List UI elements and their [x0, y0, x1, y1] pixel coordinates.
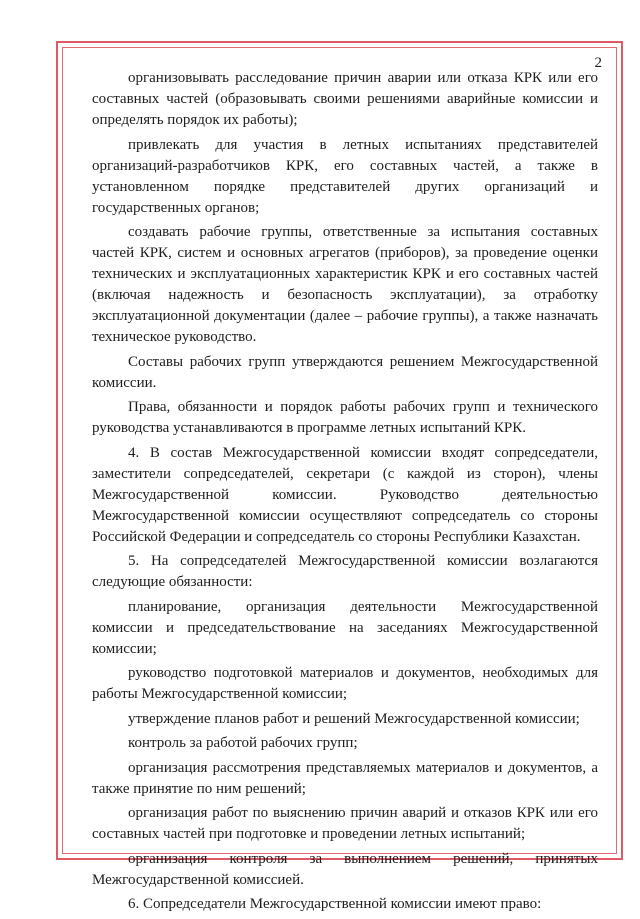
- paragraph: утверждение планов работ и решений Межгосударственной комиссии;: [128, 710, 580, 727]
- paragraph: Права, обязанности и порядок работы рабочих групп и технического руководства устанавливаются в программе летных испытаний КРК.: [92, 399, 598, 436]
- paragraph: контроль за работой рабочих групп;: [128, 735, 358, 751]
- paragraph: привлекать для участия в летных испытаниях представителей организаций-разработчиков КРК, его составных частей, а также в установленном порядке представителей других организаций и государственных органов;: [92, 136, 598, 216]
- paragraph: 5. На сопредседателей Межгосударственной комиссии возлагаются следующие обязанности:: [92, 553, 598, 590]
- paragraph: организация работ по выяснению причин аварий и отказов КРК или его составных частей при подготовке и проведении летных испытаний;: [92, 805, 598, 842]
- page-number: 2: [594, 55, 602, 71]
- paragraph: руководство подготовкой материалов и документов, необходимых для работы Межгосударственной комиссии;: [92, 665, 598, 702]
- paragraph: организация контроля за выполнением решений, принятых Межгосударственной комиссией.: [92, 850, 598, 888]
- paragraph: организация рассмотрения представляемых материалов и документов, а также принятие по ним решений;: [92, 759, 598, 797]
- paragraph: планирование, организация деятельности Межгосударственной комиссии и председательствование на заседаниях Межгосударственной комиссии;: [92, 598, 598, 657]
- paragraph: Составы рабочих групп утверждаются решением Межгосударственной комиссии.: [92, 353, 598, 391]
- paragraph: 4. В состав Межгосударственной комиссии входят сопредседатели, заместители сопредседателей, секретари (с каждой из сторон), члены Межгосударственной комиссии. Руководство деятельностью Межгосударственной комиссии осуществляют сопредседатель со стороны Российской Федерации и сопредседатель со стороны Республики Казахстан.: [92, 444, 598, 545]
- document-body: [92, 68, 598, 919]
- paragraph: организовывать расследование причин аварии или отказа КРК или его составных частей (образовывать своими решениями аварийные комиссии и определять порядок их работы);: [92, 70, 598, 128]
- paragraph: 6. Сопредседатели Межгосударственной комиссии имеют право:: [128, 896, 542, 912]
- paragraph: создавать рабочие группы, ответственные за испытания составных частей КРК, систем и основных агрегатов (приборов), за проведение оценки технических и эксплуатационных характеристик КРК и его составных частей (включая надежность и безопасность эксплуатации), за отработку эксплуатационной документации (далее – рабочие группы), а также назначать техническое руководство.: [92, 224, 598, 345]
